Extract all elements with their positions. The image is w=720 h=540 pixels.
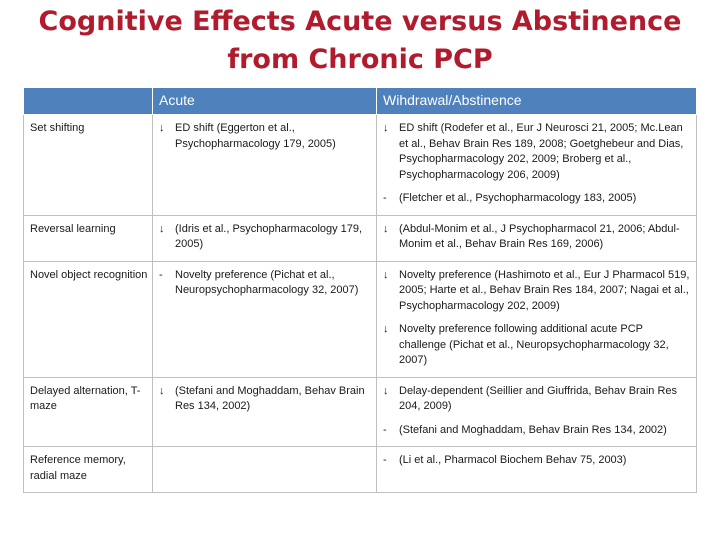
table-header-row	[24, 88, 697, 115]
dash-marker: -	[383, 423, 387, 436]
header-acute: Acute	[153, 88, 377, 115]
table-body	[24, 115, 697, 493]
finding-entry	[159, 384, 372, 415]
table-row	[24, 377, 697, 447]
finding-entry	[383, 268, 692, 315]
finding-text: (Stefani and Moghaddam, Behav Brain Res 134, 2002)	[399, 423, 667, 436]
finding-text: Delay-dependent (Seillier and Giuffrida, Behav Brain Res 204, 2009)	[399, 384, 678, 412]
down-arrow-icon: ↓	[383, 323, 389, 335]
withdrawal-cell	[377, 377, 697, 447]
task-label: Reference memory, radial maze	[24, 447, 153, 493]
finding-text: (Stefani and Moghaddam, Behav Brain Res 134, 2002)	[175, 384, 365, 412]
finding-entry	[383, 423, 692, 439]
withdrawal-cell	[377, 261, 697, 377]
finding-entry	[159, 121, 372, 152]
acute-cell	[153, 115, 377, 216]
task-label: Set shifting	[24, 115, 153, 216]
header-withdrawal: Wihdrawal/Abstinence	[377, 88, 697, 115]
dash-marker: -	[159, 268, 163, 281]
withdrawal-cell	[377, 215, 697, 261]
finding-text: ED shift (Rodefer et al., Eur J Neurosci 21, 2005; Mc.Lean et al., Behav Brain Res 189, 2008; Goetghebeur and Dias, Psychopharmacology 202, 2009; Broberg et al., Psychopharmacology 206, 2009)	[399, 122, 684, 181]
finding-text: (Idris et al., Psychopharmacology 179, 2005)	[175, 222, 363, 250]
down-arrow-icon: ↓	[383, 268, 389, 281]
finding-text: (Fletcher et al., Psychopharmacology 183, 2005)	[399, 192, 637, 204]
down-arrow-icon: ↓	[159, 122, 165, 134]
withdrawal-cell	[377, 115, 697, 216]
acute-cell	[153, 215, 377, 261]
down-arrow-icon: ↓	[383, 222, 389, 235]
dash-marker: -	[383, 192, 387, 204]
finding-entry	[383, 222, 692, 253]
comparison-table	[23, 87, 697, 493]
down-arrow-icon: ↓	[159, 384, 165, 397]
table-row	[24, 447, 697, 493]
finding-text: Novelty preference following additional acute PCP challenge (Pichat et al., Neuropsychopharmacology 32, 2007)	[399, 323, 669, 366]
down-arrow-icon: ↓	[383, 122, 389, 134]
task-label: Novel object recognition	[24, 261, 153, 377]
finding-entry	[159, 268, 372, 299]
table-row	[24, 115, 697, 216]
finding-entry	[383, 453, 692, 469]
finding-text: Novelty preference (Hashimoto et al., Eur J Pharmacol 519, 2005; Harte et al., Behav Brain Res 184, 2007; Nagai et al., Psychopharmacology 202, 2009)	[399, 268, 690, 312]
finding-text: (Li et al., Pharmacol Biochem Behav 75, 2003)	[399, 454, 627, 466]
slide-title	[0, 0, 720, 79]
dash-marker: -	[383, 454, 387, 466]
acute-cell	[153, 447, 377, 493]
finding-entry	[383, 191, 692, 207]
finding-text: (Abdul-Monim et al., J Psychopharmacol 21, 2006; Abdul-Monim et al., Behav Brain Res 169, 2006)	[399, 222, 680, 250]
down-arrow-icon: ↓	[159, 222, 165, 235]
down-arrow-icon: ↓	[383, 384, 389, 397]
task-label: Delayed alternation, T-maze	[24, 377, 153, 447]
task-label: Reversal learning	[24, 215, 153, 261]
finding-entry	[159, 222, 372, 253]
finding-entry	[383, 121, 692, 183]
finding-text: Novelty preference (Pichat et al., Neuropsychopharmacology 32, 2007)	[175, 268, 359, 296]
finding-entry	[383, 384, 692, 415]
header-corner-cell	[24, 88, 153, 115]
slide-title-line-1: Cognitive Effects Acute versus Abstinence	[38, 6, 682, 37]
table-row	[24, 261, 697, 377]
acute-cell	[153, 261, 377, 377]
slide-title-line-2: from Chronic PCP	[227, 44, 493, 75]
acute-cell	[153, 377, 377, 447]
withdrawal-cell	[377, 447, 697, 493]
finding-text: ED shift (Eggerton et al., Psychopharmacology 179, 2005)	[175, 122, 336, 150]
finding-entry	[383, 322, 692, 369]
table-row	[24, 215, 697, 261]
